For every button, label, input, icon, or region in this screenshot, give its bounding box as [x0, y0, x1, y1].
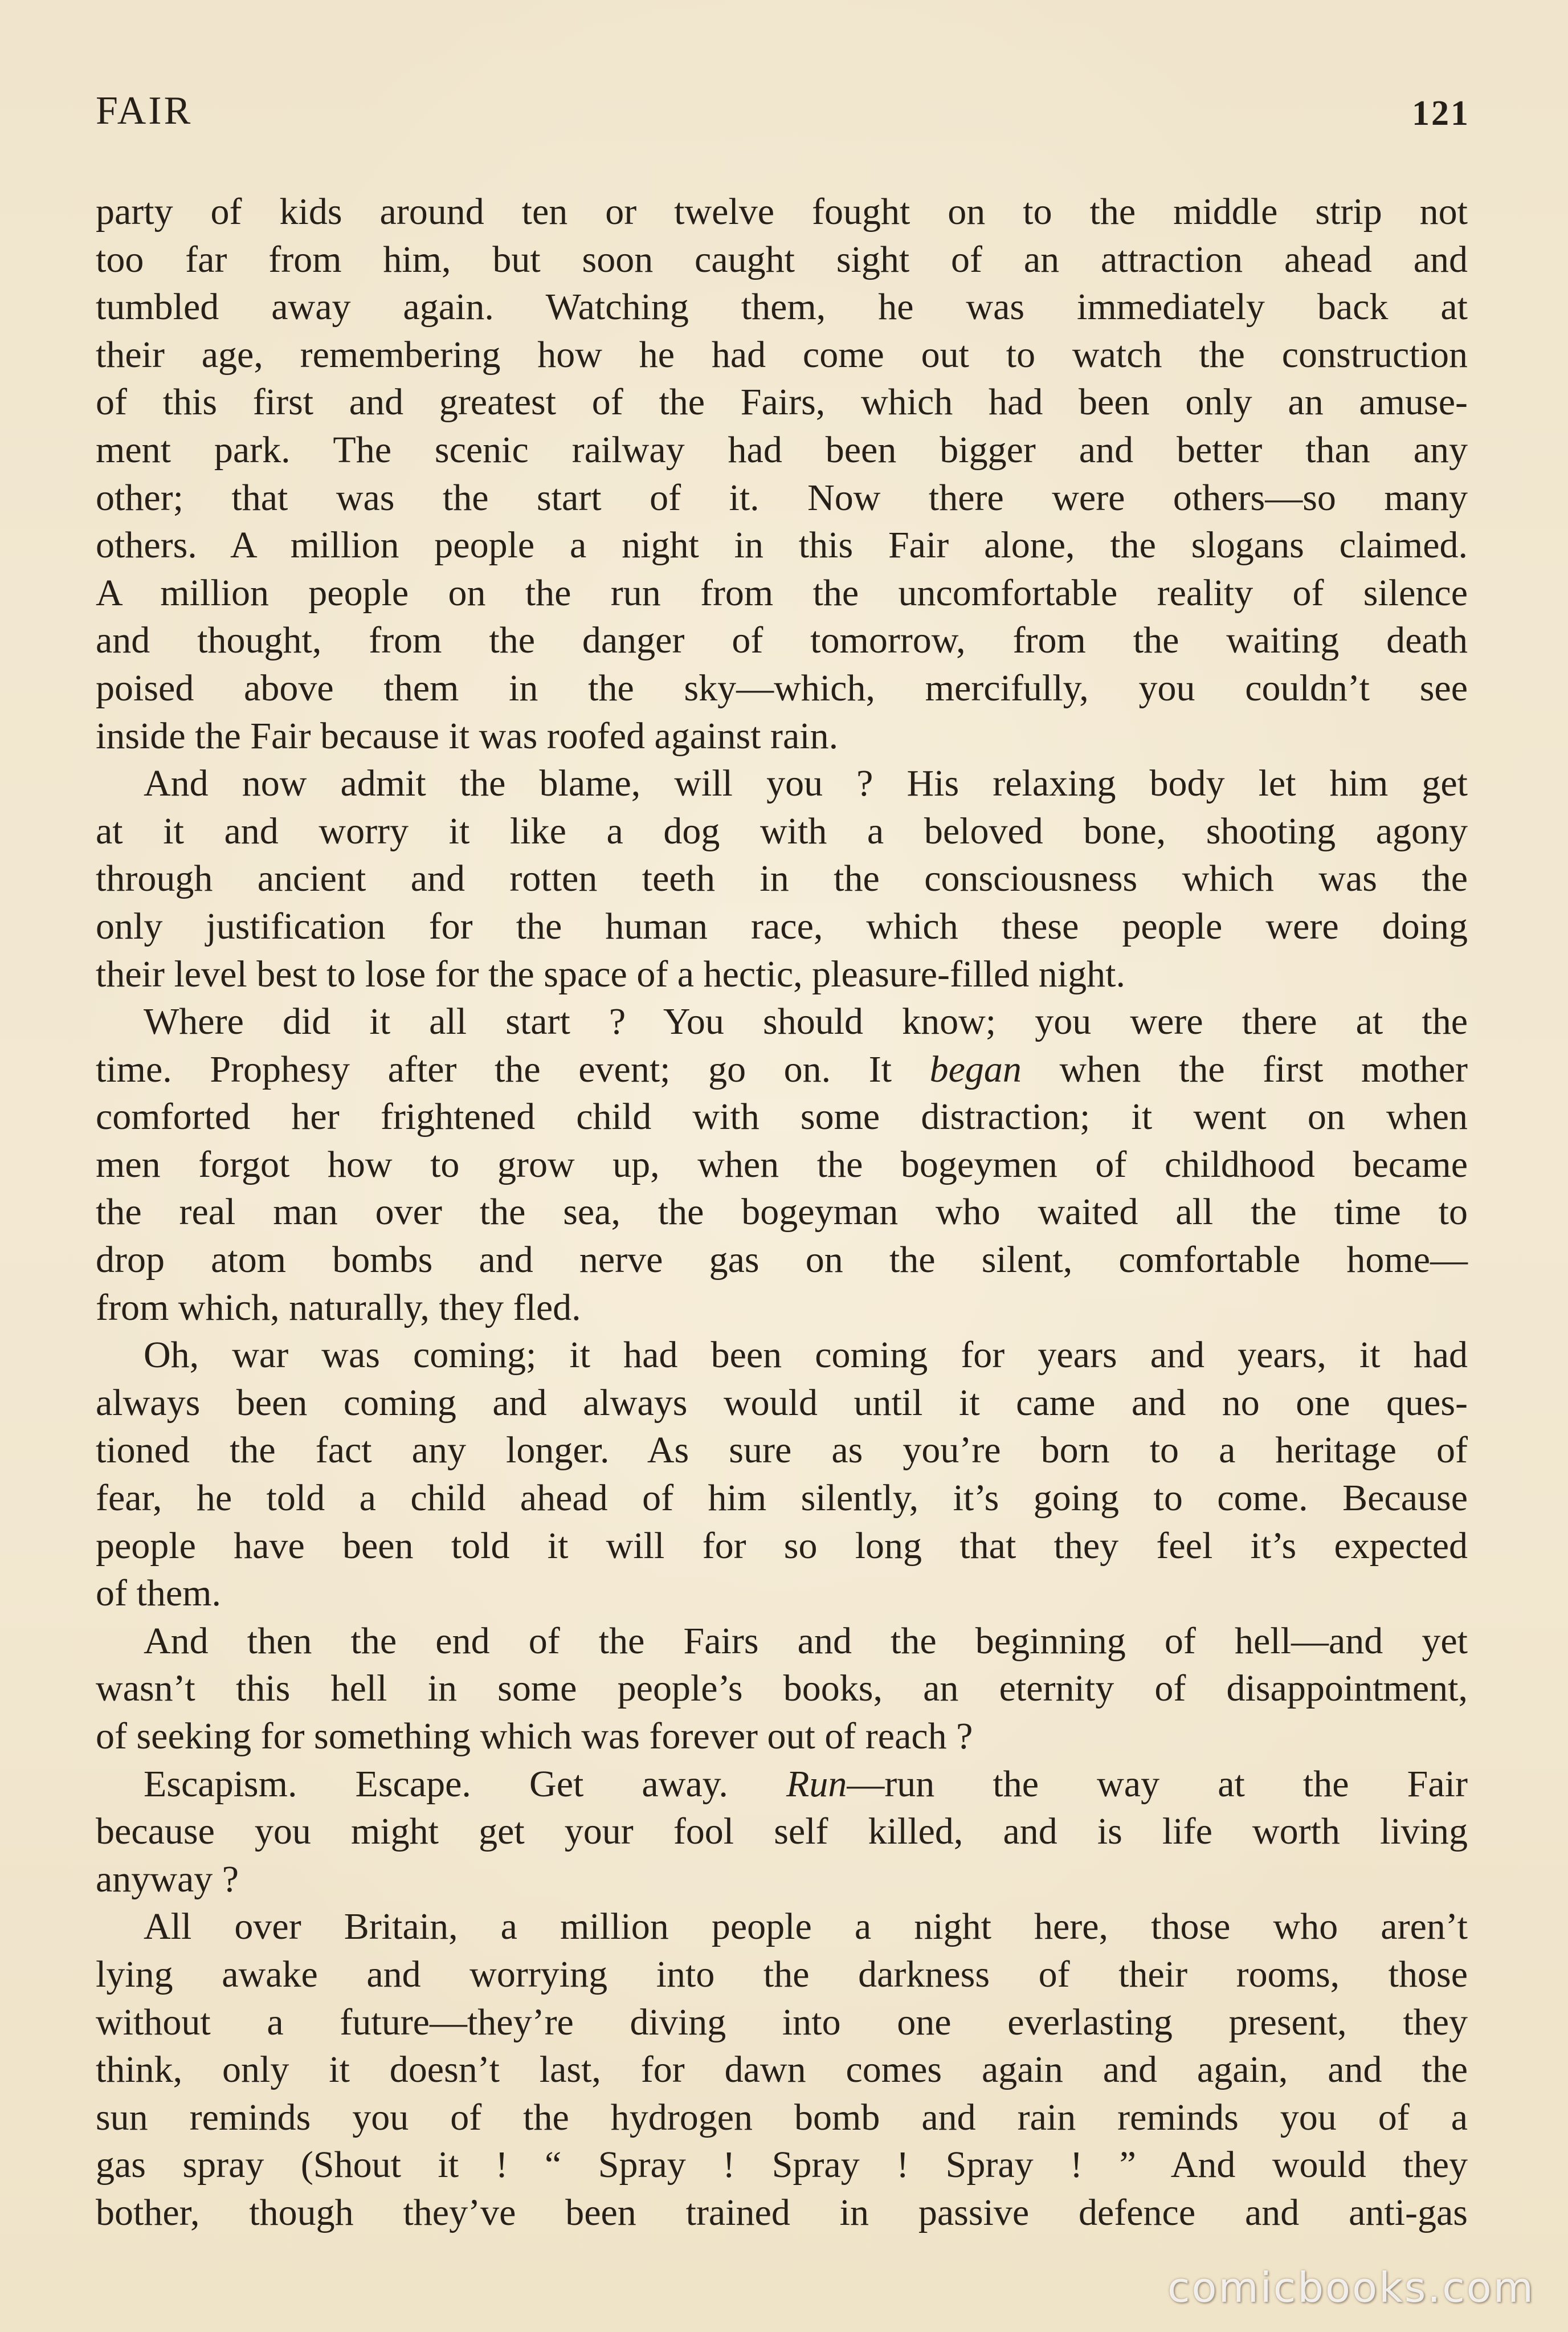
text-line: men forgot how to grow up, when the bogeymen of childhood became: [96, 1143, 1468, 1185]
text-line: tumbled away again. Watching them, he was immediately back at: [96, 286, 1468, 328]
text-line: without a future—they’re diving into one everlasting present, they: [96, 2001, 1468, 2043]
text-line: of them.: [96, 1572, 221, 1615]
text-line: Oh, war was coming; it had been coming for years and years, it had: [144, 1334, 1468, 1376]
text-line: too far from him, but soon caught sight of an attraction ahead and: [96, 238, 1468, 280]
text-line: their age, remembering how he had come out to watch the construction: [96, 333, 1468, 376]
text-line: anyway ?: [96, 1858, 239, 1900]
text-line: inside the Fair because it was roofed against rain.: [96, 715, 839, 757]
text-line: comforted her frightened child with some distraction; it went on when: [96, 1096, 1468, 1138]
text-line: All over Britain, a million people a night here, those who aren’t: [144, 1906, 1468, 1948]
text-line: through ancient and rotten teeth in the consciousness which was the: [96, 858, 1468, 900]
text-line: people have been told it will for so long that they feel it’s expected: [96, 1524, 1468, 1567]
text-line: other; that was the start of it. Now there were others—so many: [96, 476, 1468, 519]
text-line: always been coming and always would until it came and no one ques-: [96, 1381, 1468, 1424]
text-line: And now admit the blame, will you ? His relaxing body let him get: [144, 763, 1468, 805]
text-line: And then the end of the Fairs and the beginning of hell—and yet: [144, 1620, 1468, 1662]
text-line: gas spray (Shout it ! “ Spray ! Spray ! Spray ! ” And would they: [96, 2144, 1468, 2186]
running-head: [96, 85, 1470, 137]
text-line: lying awake and worrying into the darkness of their rooms, those: [96, 1953, 1468, 1995]
text-line: tioned the fact any longer. As sure as you’re born to a heritage of: [96, 1429, 1468, 1471]
text-line: drop atom bombs and nerve gas on the silent, comfortable home—: [96, 1239, 1468, 1281]
text-line: party of kids around ten or twelve fought on to the middle strip not: [96, 191, 1468, 233]
text-line: sun reminds you of the hydrogen bomb and rain reminds you of a: [96, 2096, 1468, 2138]
text-line: and thought, from the danger of tomorrow, from the waiting death: [96, 619, 1468, 662]
text-line: A million people on the run from the uncomfortable reality of silence: [96, 572, 1468, 614]
text-line: only justification for the human race, which these people were doing: [96, 905, 1468, 947]
text-line: wasn’t this hell in some people’s books, an eternity of disappointment,: [96, 1668, 1468, 1710]
text-line: Escapism. Escape. Get away. Run—run the way at the Fair: [144, 1763, 1468, 1805]
page-number: 121: [1412, 94, 1470, 133]
text-line: fear, he told a child ahead of him silently, it’s going to come. Because: [96, 1477, 1468, 1519]
text-line: time. Prophesy after the event; go on. It began when the first mother: [96, 1048, 1468, 1090]
text-line: Where did it all start ? You should know; you were there at the: [144, 1001, 1468, 1043]
text-line: from which, naturally, they fled.: [96, 1286, 581, 1328]
text-line: others. A million people a night in this Fair alone, the slogans claimed.: [96, 524, 1468, 566]
text-line: ment park. The scenic railway had been bigger and better than any: [96, 429, 1468, 471]
text-line: because you might get your fool self killed, and is life worth living: [96, 1811, 1468, 1853]
text-line: poised above them in the sky—which, mercifully, you couldn’t see: [96, 667, 1468, 709]
text-line: bother, though they’ve been trained in passive defence and anti-gas: [96, 2191, 1468, 2233]
running-title: FAIR: [96, 89, 193, 133]
text-line: think, only it doesn’t last, for dawn comes again and again, and the: [96, 2049, 1468, 2091]
body-text: [96, 188, 1468, 2237]
watermark: comicbooks.com: [1167, 2264, 1535, 2311]
text-line: of this first and greatest of the Fairs, which had been only an amuse-: [96, 381, 1468, 423]
text-line: the real man over the sea, the bogeyman who waited all the time to: [96, 1191, 1468, 1233]
text-line: of seeking for something which was forever out of reach ?: [96, 1715, 973, 1757]
text-line: their level best to lose for the space of a hectic, pleasure-filled night.: [96, 953, 1125, 995]
text-line: at it and worry it like a dog with a beloved bone, shooting agony: [96, 810, 1468, 852]
